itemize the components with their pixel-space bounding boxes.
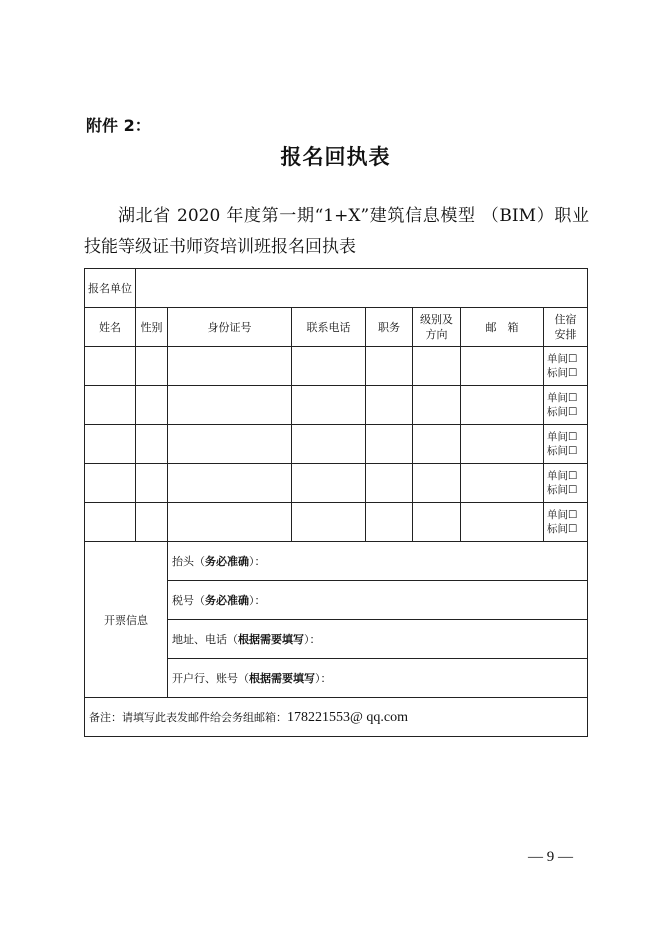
invoice-title-field[interactable] bbox=[168, 542, 588, 581]
standard-room-checkbox[interactable]: 标间☐ bbox=[547, 484, 578, 496]
table-row bbox=[85, 503, 588, 542]
phone-cell[interactable] bbox=[292, 425, 366, 464]
invoice-tax-emphasis: 务必准确 bbox=[205, 594, 249, 607]
position-cell[interactable] bbox=[366, 386, 413, 425]
phone-cell[interactable] bbox=[292, 347, 366, 386]
invoice-title-row bbox=[85, 542, 588, 581]
level-cell[interactable] bbox=[413, 425, 461, 464]
standard-room-checkbox[interactable]: 标间☐ bbox=[547, 406, 578, 418]
table-row bbox=[85, 386, 588, 425]
name-cell[interactable] bbox=[85, 464, 136, 503]
header-email: 邮 箱 bbox=[461, 308, 544, 347]
phone-cell[interactable] bbox=[292, 464, 366, 503]
stay-cell bbox=[544, 386, 588, 425]
header-stay bbox=[544, 308, 588, 347]
gender-cell[interactable] bbox=[136, 425, 168, 464]
phone-cell[interactable] bbox=[292, 503, 366, 542]
name-cell[interactable] bbox=[85, 386, 136, 425]
id-number-cell[interactable] bbox=[168, 425, 292, 464]
gender-cell[interactable] bbox=[136, 503, 168, 542]
invoice-address-field[interactable] bbox=[168, 620, 588, 659]
single-room-checkbox[interactable]: 单间☐ bbox=[547, 509, 578, 521]
registration-table bbox=[84, 268, 588, 737]
stay-cell bbox=[544, 347, 588, 386]
invoice-address-suffix: ）： bbox=[304, 633, 321, 646]
table-row bbox=[85, 347, 588, 386]
single-room-checkbox[interactable]: 单间☐ bbox=[547, 392, 578, 404]
invoice-address-prefix: 地址、电话（ bbox=[172, 633, 238, 646]
invoice-address-emphasis: 根据需要填写 bbox=[238, 633, 304, 646]
invoice-title-prefix: 抬头（ bbox=[172, 555, 205, 568]
table-row bbox=[85, 425, 588, 464]
email-cell[interactable] bbox=[461, 425, 544, 464]
level-cell[interactable] bbox=[413, 464, 461, 503]
note-email: 178221553@ qq.com bbox=[287, 709, 408, 725]
header-stay-line2: 安排 bbox=[554, 328, 577, 341]
intro-paragraph: 湖北省 2020 年度第一期“1+X”建筑信息模型 （BIM）职业技能等级证书师资培训班报名回执表 bbox=[84, 206, 589, 257]
gender-cell[interactable] bbox=[136, 386, 168, 425]
single-room-checkbox[interactable]: 单间☐ bbox=[547, 470, 578, 482]
name-cell[interactable] bbox=[85, 347, 136, 386]
invoice-label: 开票信息 bbox=[85, 542, 168, 698]
unit-row bbox=[85, 269, 588, 308]
header-row bbox=[85, 308, 588, 347]
invoice-tax-prefix: 税号（ bbox=[172, 594, 205, 607]
stay-cell bbox=[544, 425, 588, 464]
gender-cell[interactable] bbox=[136, 464, 168, 503]
header-name: 姓名 bbox=[85, 308, 136, 347]
invoice-tax-field[interactable] bbox=[168, 581, 588, 620]
level-cell[interactable] bbox=[413, 503, 461, 542]
header-level-line2: 方向 bbox=[425, 328, 448, 341]
position-cell[interactable] bbox=[366, 503, 413, 542]
single-room-checkbox[interactable]: 单间☐ bbox=[547, 431, 578, 443]
position-cell[interactable] bbox=[366, 425, 413, 464]
header-id-number: 身份证号 bbox=[168, 308, 292, 347]
position-cell[interactable] bbox=[366, 347, 413, 386]
unit-label: 报名单位 bbox=[85, 269, 136, 308]
standard-room-checkbox[interactable]: 标间☐ bbox=[547, 523, 578, 535]
page-title: 报名回执表 bbox=[280, 144, 391, 169]
name-cell[interactable] bbox=[85, 425, 136, 464]
name-cell[interactable] bbox=[85, 503, 136, 542]
header-stay-line1: 住宿 bbox=[554, 313, 577, 326]
standard-room-checkbox[interactable]: 标间☐ bbox=[547, 445, 578, 457]
position-cell[interactable] bbox=[366, 464, 413, 503]
invoice-bank-field[interactable] bbox=[168, 659, 588, 698]
gender-cell[interactable] bbox=[136, 347, 168, 386]
header-gender: 性别 bbox=[136, 308, 168, 347]
invoice-bank-suffix: ）： bbox=[315, 672, 332, 685]
invoice-title-emphasis: 务必准确 bbox=[205, 555, 249, 568]
header-level-line1: 级别及 bbox=[420, 313, 453, 326]
email-cell[interactable] bbox=[461, 503, 544, 542]
id-number-cell[interactable] bbox=[168, 386, 292, 425]
invoice-bank-prefix: 开户行、账号（ bbox=[172, 672, 249, 685]
note-cell bbox=[85, 698, 588, 737]
single-room-checkbox[interactable]: 单间☐ bbox=[547, 353, 578, 365]
email-cell[interactable] bbox=[461, 386, 544, 425]
stay-cell bbox=[544, 464, 588, 503]
email-cell[interactable] bbox=[461, 347, 544, 386]
invoice-tax-suffix: ）： bbox=[249, 594, 266, 607]
unit-field[interactable] bbox=[136, 269, 588, 308]
id-number-cell[interactable] bbox=[168, 464, 292, 503]
invoice-bank-emphasis: 根据需要填写 bbox=[249, 672, 315, 685]
phone-cell[interactable] bbox=[292, 386, 366, 425]
standard-room-checkbox[interactable]: 标间☐ bbox=[547, 367, 578, 379]
stay-cell bbox=[544, 503, 588, 542]
page-number: — 9 — bbox=[528, 849, 573, 865]
note-text: 备注：请填写此表发邮件给会务组邮箱： bbox=[89, 710, 287, 724]
id-number-cell[interactable] bbox=[168, 347, 292, 386]
level-cell[interactable] bbox=[413, 386, 461, 425]
header-position: 职务 bbox=[366, 308, 413, 347]
level-cell[interactable] bbox=[413, 347, 461, 386]
header-phone: 联系电话 bbox=[292, 308, 366, 347]
id-number-cell[interactable] bbox=[168, 503, 292, 542]
note-row bbox=[85, 698, 588, 737]
attachment-label: 附件 2： bbox=[86, 116, 151, 135]
email-cell[interactable] bbox=[461, 464, 544, 503]
table-row bbox=[85, 464, 588, 503]
invoice-title-suffix: ）： bbox=[249, 555, 266, 568]
header-level bbox=[413, 308, 461, 347]
